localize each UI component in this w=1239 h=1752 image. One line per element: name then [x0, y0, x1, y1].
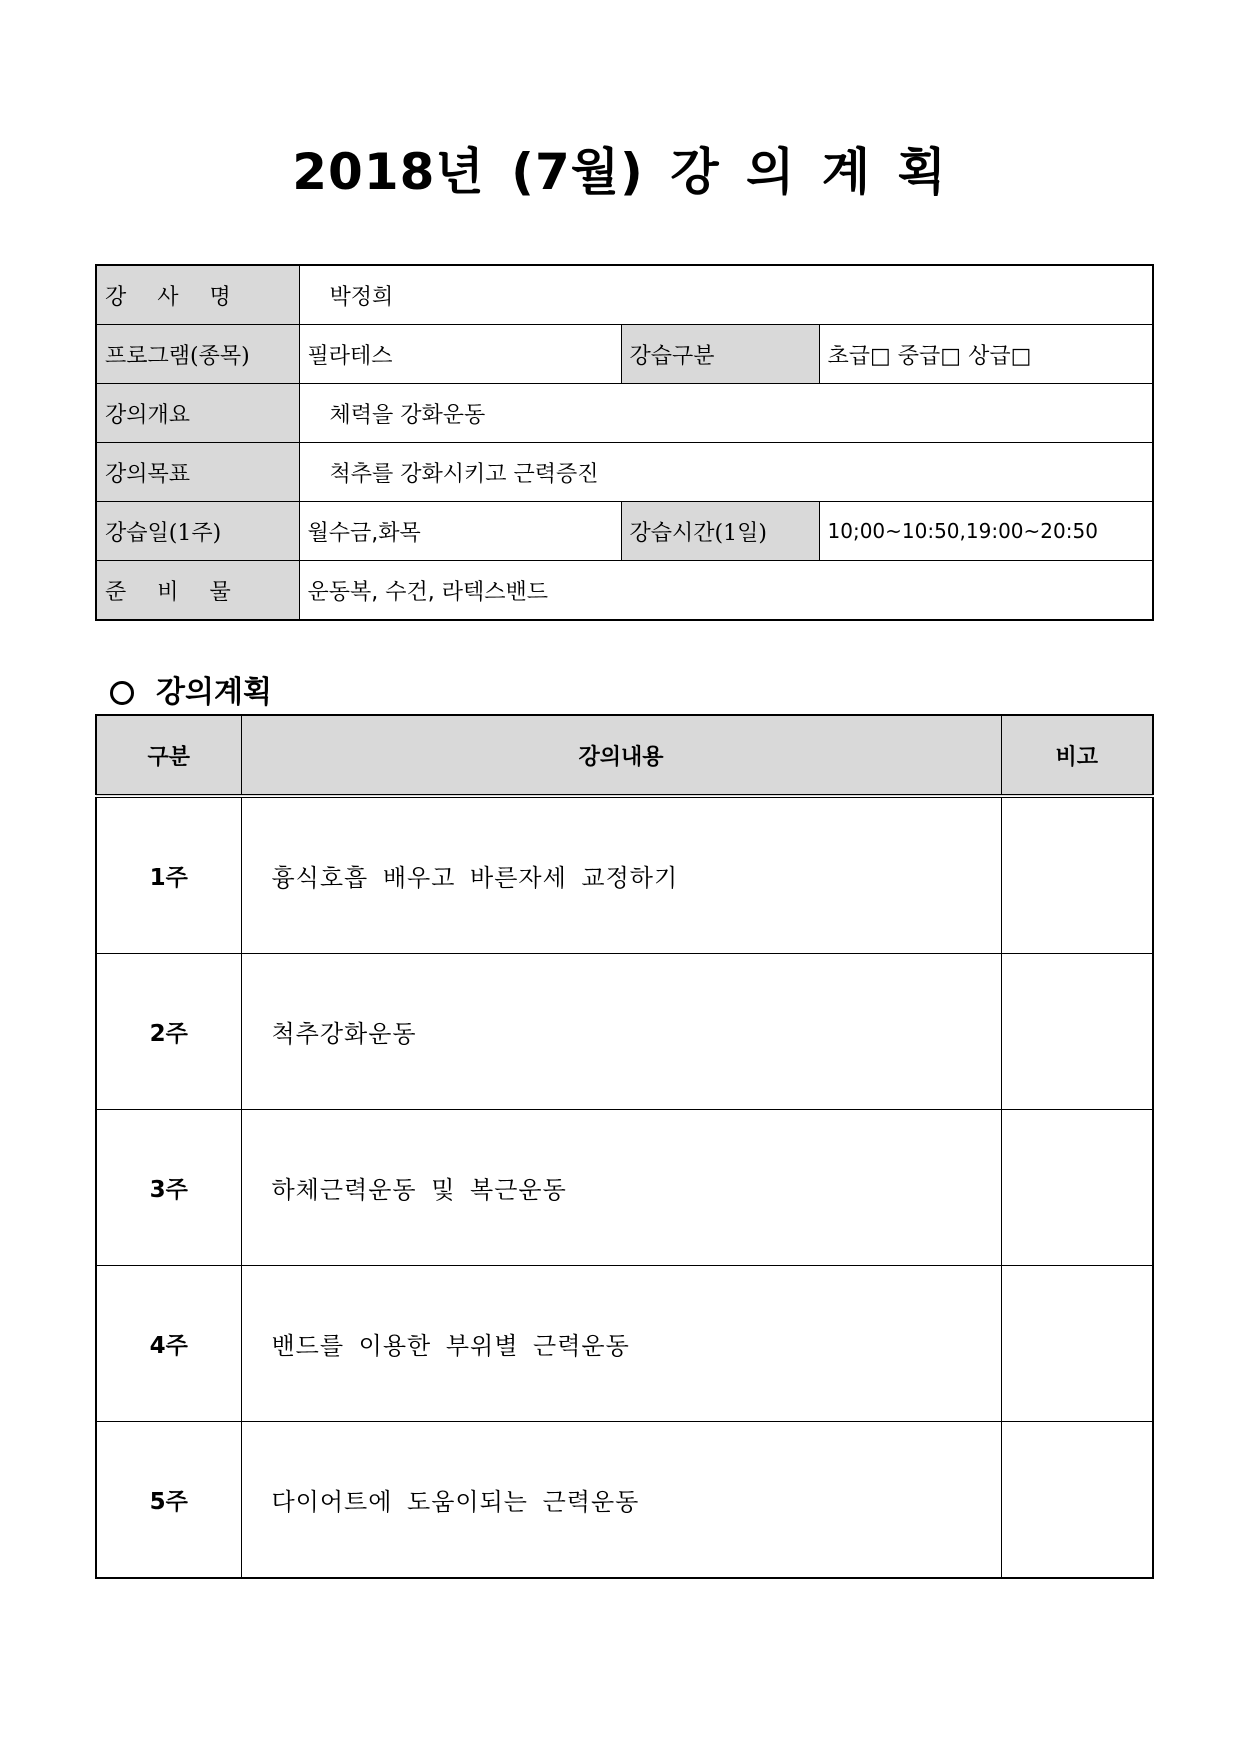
- time-value: 10;00~10:50,19:00~20:50: [819, 502, 1153, 561]
- header-week: 구분: [96, 715, 241, 796]
- note-cell: [1001, 1110, 1153, 1266]
- content-cell: 다이어트에 도움이되는 근력운동: [241, 1422, 1001, 1579]
- days-label: 강습일(1주): [96, 502, 299, 561]
- note-cell: [1001, 796, 1153, 954]
- table-row: [96, 796, 1153, 954]
- table-row: [96, 1110, 1153, 1266]
- program-value: 필라테스: [299, 325, 621, 384]
- goal-value: 척추를 강화시키고 근력증진: [299, 443, 1153, 502]
- instructor-row: [96, 265, 1153, 325]
- overview-label: 강의개요: [96, 384, 299, 443]
- content-cell: 척추강화운동: [241, 954, 1001, 1110]
- note-cell: [1001, 1422, 1153, 1579]
- level-label: 강습구분: [621, 325, 819, 384]
- plan-heading-text: 강의계획: [156, 675, 272, 710]
- program-row: [96, 325, 1153, 384]
- course-info-table: [95, 264, 1154, 621]
- note-cell: [1001, 954, 1153, 1110]
- days-value: 월수금,화목: [299, 502, 621, 561]
- goal-row: [96, 443, 1153, 502]
- week-cell: 1주: [96, 796, 241, 954]
- week-cell: 2주: [96, 954, 241, 1110]
- goal-label: 강의목표: [96, 443, 299, 502]
- table-row: [96, 954, 1153, 1110]
- supplies-row: [96, 561, 1153, 621]
- header-content: 강의내용: [241, 715, 1001, 796]
- content-cell: 흉식호흡 배우고 바른자세 교정하기: [241, 796, 1001, 954]
- table-row: [96, 1266, 1153, 1422]
- instructor-value: 박정희: [299, 265, 1153, 325]
- supplies-value: 운동복, 수건, 라텍스밴드: [299, 561, 1153, 621]
- time-label: 강습시간(1일): [621, 502, 819, 561]
- week-cell: 4주: [96, 1266, 241, 1422]
- content-cell: 밴드를 이용한 부위별 근력운동: [241, 1266, 1001, 1422]
- supplies-label: 준 비 물: [96, 561, 299, 621]
- content-cell: 하체근력운동 및 복근운동: [241, 1110, 1001, 1266]
- note-cell: [1001, 1266, 1153, 1422]
- plan-section-heading: [106, 668, 272, 718]
- overview-value: 체력을 강화운동: [299, 384, 1153, 443]
- table-row: [96, 1422, 1153, 1579]
- week-cell: 3주: [96, 1110, 241, 1266]
- schedule-row: [96, 502, 1153, 561]
- instructor-label: 강 사 명: [96, 265, 299, 325]
- level-value: 초급□ 중급□ 상급□: [819, 325, 1153, 384]
- week-cell: 5주: [96, 1422, 241, 1579]
- lecture-plan-table: [95, 714, 1154, 1579]
- header-note: 비고: [1001, 715, 1153, 796]
- program-label: 프로그램(종목): [96, 325, 299, 384]
- page-title: 2018년 (7월) 강 의 계 획: [292, 143, 947, 201]
- plan-header-row: [96, 715, 1153, 796]
- overview-row: [96, 384, 1153, 443]
- circle-bullet-icon: [110, 681, 134, 705]
